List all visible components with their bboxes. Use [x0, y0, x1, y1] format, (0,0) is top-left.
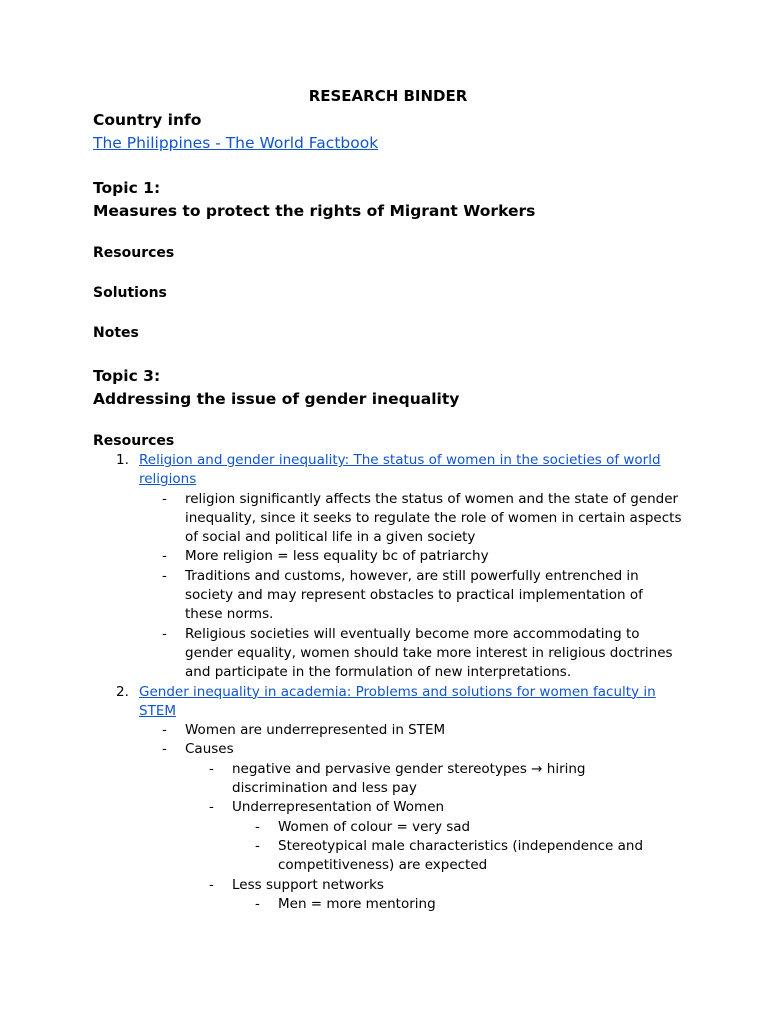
- note-text: religion significantly affects the status of women and the state of gender inequality, since it seeks to regulate the role of women in certain aspects of social and political life in a given society: [185, 490, 682, 546]
- dash-bullet: -: [162, 741, 167, 758]
- dash-bullet: -: [209, 799, 214, 816]
- list-item: [93, 567, 683, 625]
- note-text: Religious societies will eventually become more accommodating to gender equality, women should take more interest in religious doctrines and participate in the formulation of new interpretations.: [185, 625, 673, 681]
- list-item: [93, 451, 683, 490]
- list-item: [93, 625, 683, 683]
- dash-bullet: -: [162, 722, 167, 739]
- world-factbook-link[interactable]: The Philippines - The World Factbook: [93, 134, 379, 152]
- dash-bullet: -: [162, 490, 167, 507]
- note-text: Men = more mentoring: [278, 895, 436, 912]
- note-text: negative and pervasive gender stereotypes → hiring discrimination and less pay: [232, 760, 586, 797]
- list-item: [93, 683, 683, 722]
- note-text: Traditions and customs, however, are still powerfully entrenched in society and may represent obstacles to practical implementation of these norms.: [185, 567, 643, 623]
- country-info-heading: Country info: [93, 111, 202, 129]
- list-item: [93, 547, 683, 566]
- list-item: [93, 490, 683, 548]
- topic1-resources-heading: Resources: [93, 245, 175, 261]
- dash-bullet: -: [255, 818, 260, 835]
- note-text: Stereotypical male characteristics (independence and competitiveness) are expected: [278, 837, 644, 874]
- dash-bullet: -: [209, 876, 214, 893]
- topic1-title: Measures to protect the rights of Migrant Workers: [93, 202, 536, 220]
- note-text: More religion = less equality bc of patriarchy: [185, 548, 489, 565]
- document-page: [93, 86, 683, 914]
- topic3-label: Topic 3:: [93, 367, 161, 385]
- list-item: [93, 721, 683, 740]
- list-item: [93, 837, 683, 876]
- dash-bullet: -: [255, 837, 260, 854]
- dash-bullet: -: [209, 760, 214, 777]
- document-title: RESEARCH BINDER: [308, 87, 468, 105]
- note-text: Less support networks: [232, 876, 384, 893]
- list-number: 2.: [116, 683, 129, 700]
- list-item: [93, 798, 683, 817]
- dash-bullet: -: [162, 548, 167, 565]
- list-item: [93, 895, 683, 914]
- religion-gender-link[interactable]: Religion and gender inequality: The status of women in the societies of world religions: [139, 452, 661, 488]
- resource-list: [93, 451, 683, 914]
- list-item: [93, 740, 683, 759]
- topic1-solutions-heading: Solutions: [93, 285, 167, 301]
- list-item: [93, 876, 683, 895]
- note-text: Causes: [185, 741, 234, 758]
- list-number: 1.: [116, 452, 129, 468]
- topic3-resources-heading: Resources: [93, 433, 175, 449]
- topic3-title: Addressing the issue of gender inequality: [93, 390, 460, 408]
- note-text: Women are underrepresented in STEM: [185, 722, 446, 739]
- list-item: [93, 818, 683, 837]
- list-item: [93, 760, 683, 799]
- note-text: Women of colour = very sad: [278, 818, 471, 835]
- dash-bullet: -: [255, 895, 260, 912]
- dash-bullet: -: [162, 625, 167, 642]
- dash-bullet: -: [162, 567, 167, 584]
- note-text: Underrepresentation of Women: [232, 799, 445, 816]
- topic1-notes-heading: Notes: [93, 325, 139, 341]
- topic1-label: Topic 1:: [93, 179, 161, 197]
- academia-gender-link[interactable]: Gender inequality in academia: Problems and solutions for women faculty in STEM: [139, 683, 656, 719]
